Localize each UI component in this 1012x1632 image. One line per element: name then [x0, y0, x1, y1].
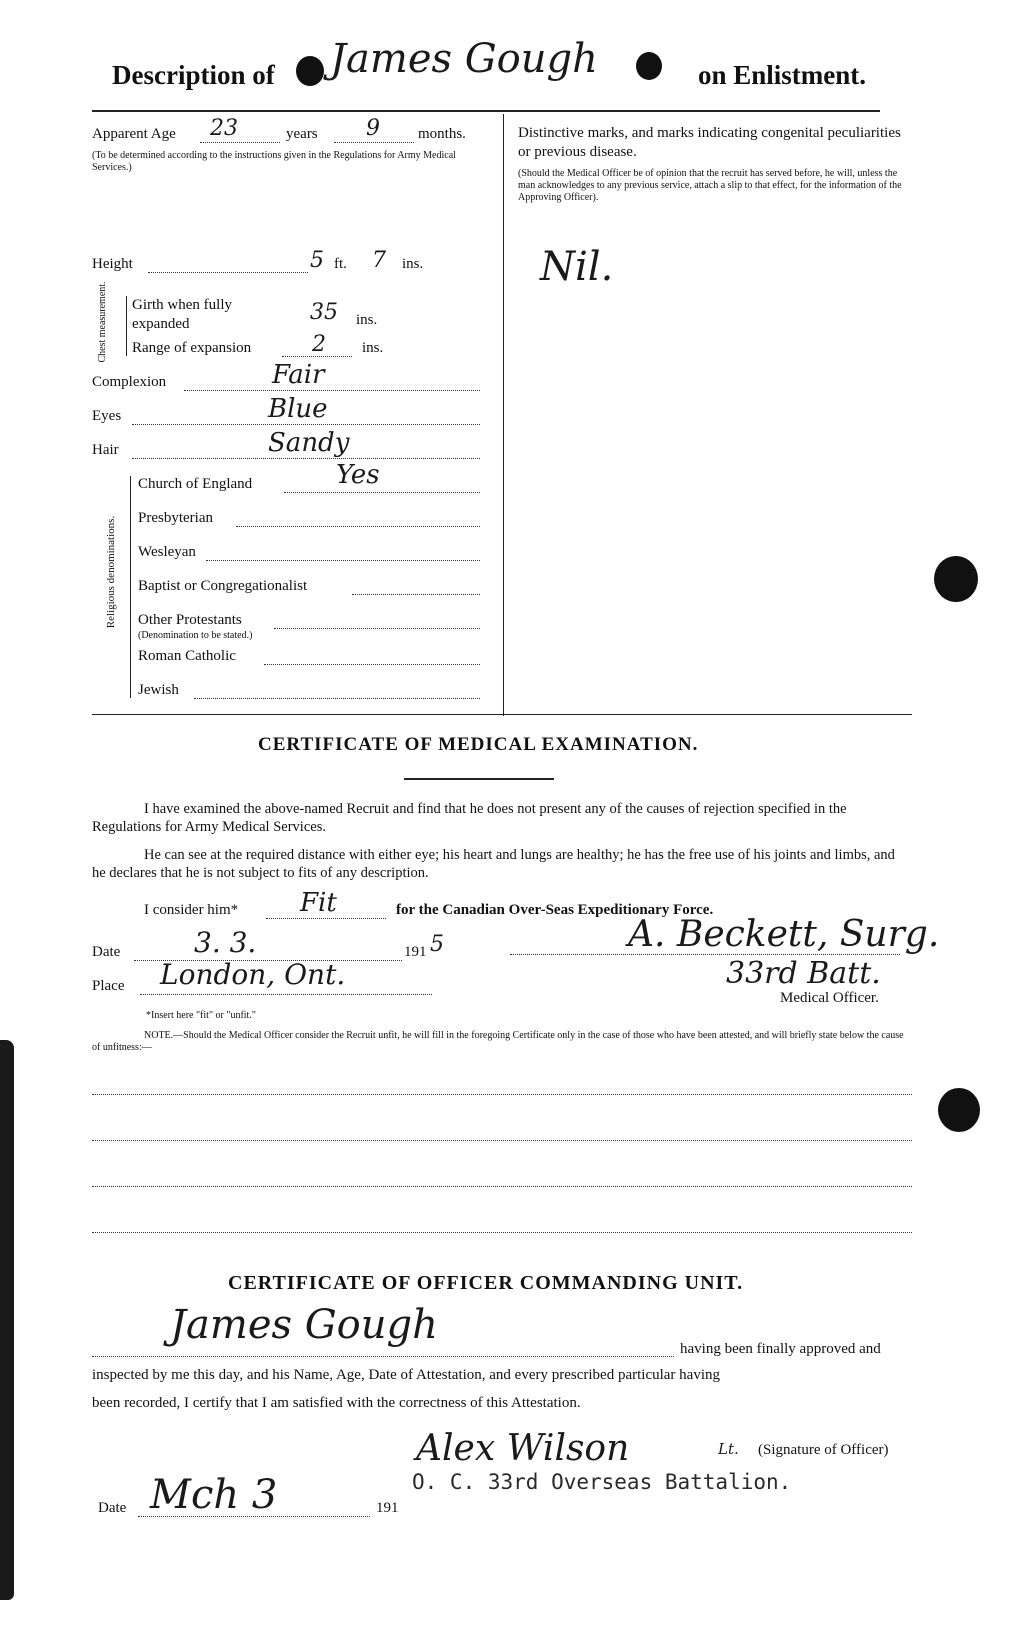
- header-underline: [92, 110, 880, 112]
- hair-label: Hair: [92, 442, 119, 458]
- commanding-text-3: been recorded, I certify that I am satisfied with the correctness of this Attestation.: [92, 1395, 581, 1411]
- medical-year-prefix: 191: [404, 944, 427, 960]
- medical-date-label: Date: [92, 944, 121, 960]
- complexion-label: Complexion: [92, 374, 167, 390]
- unfitness-line: [92, 1140, 912, 1141]
- medical-title: CERTIFICATE OF MEDICAL EXAMINATION.: [258, 734, 699, 755]
- medical-date-value: 3. 3.: [194, 926, 257, 959]
- height-feet-value: 5: [310, 248, 324, 273]
- chest-girth-label: Girth when fully expanded: [132, 297, 232, 332]
- commanding-text-1: having been finally approved and: [680, 1341, 881, 1357]
- age-years-value: 23: [210, 116, 238, 141]
- age-years-unit: years: [286, 126, 318, 142]
- marks-value: Nil.: [540, 244, 614, 290]
- battalion-stamp: O. C. 33rd Overseas Battalion.: [412, 1470, 792, 1494]
- consider-value: Fit: [300, 888, 337, 918]
- medical-officer-signature: A. Beckett, Surg.: [628, 914, 940, 955]
- hair-value: Sandy: [268, 428, 350, 458]
- officer-signature-label: (Signature of Officer): [758, 1442, 889, 1458]
- age-months-unit: months.: [418, 126, 466, 142]
- medical-note: NOTE.—Should the Medical Officer consider the Recruit unfit, he will fill in the foregoing Certificate only in the case of those who have been attested, and will briefly state below the cause of unfitness:—: [92, 1030, 904, 1053]
- chest-girth-unit: ins.: [356, 312, 378, 328]
- marks-heading: Distinctive marks, and marks indicating congenital peculiarities or previous disease.: [518, 125, 901, 160]
- punch-hole: [938, 1088, 980, 1132]
- medical-year-digit: 5: [430, 932, 444, 957]
- marks-note: (Should the Medical Officer be of opinion that the recruit has served before, he will, unless the man acknowledges to any previous service, attach a slip to that effect, for the information of the Approving Officer).: [518, 168, 902, 203]
- age-months-value: 9: [366, 116, 380, 141]
- height-feet-unit: ft.: [334, 256, 347, 272]
- religion-roman-catholic: Roman Catholic: [138, 648, 236, 664]
- religion-jewish: Jewish: [138, 682, 179, 698]
- religion-other-protestants: Other Protestants: [138, 612, 242, 628]
- medical-paragraph-2: He can see at the required distance with either eye; his heart and lungs are healthy; he has the free use of his joints and limbs, and he declares that he is not subject to fits of any description.: [92, 847, 895, 881]
- ink-blot: [636, 52, 662, 80]
- unfitness-line: [92, 1094, 912, 1095]
- religion-baptist: Baptist or Congregationalist: [138, 578, 308, 594]
- consider-suffix: for the Canadian Over-Seas Expeditionary Force.: [396, 902, 714, 918]
- commanding-officer-rank: Lt.: [718, 1440, 739, 1458]
- commanding-text-2: inspected by me this day, and his Name, Age, Date of Attestation, and every prescribed particular having: [92, 1367, 721, 1383]
- section-divider: [92, 714, 912, 715]
- unfitness-line: [92, 1186, 912, 1187]
- chest-girth-value: 35: [310, 300, 338, 325]
- commanding-date-value: Mch 3: [150, 1472, 278, 1518]
- height-inches-value: 7: [372, 248, 386, 273]
- religion-presbyterian: Presbyterian: [138, 510, 213, 526]
- unfitness-line: [92, 1232, 912, 1233]
- eyes-value: Blue: [268, 394, 328, 424]
- commanding-year-prefix: 191: [376, 1500, 399, 1516]
- medical-place-value: London, Ont.: [160, 958, 346, 991]
- torn-edge: [0, 1040, 14, 1600]
- medical-officer-label: Medical Officer.: [780, 990, 879, 1006]
- header-prefix: Description of: [112, 60, 275, 90]
- chest-range-value: 2: [312, 332, 326, 357]
- age-note: (To be determined according to the instructions given in the Regulations for Army Medical Services.): [92, 150, 456, 173]
- height-inches-unit: ins.: [402, 256, 424, 272]
- header-suffix: on Enlistment.: [698, 60, 867, 90]
- medical-officer-unit: 33rd Batt.: [726, 956, 881, 991]
- recruit-signature: James Gough: [170, 1302, 438, 1348]
- commanding-title: CERTIFICATE OF OFFICER COMMANDING UNIT.: [228, 1272, 744, 1294]
- consider-label: I consider him*: [144, 902, 239, 918]
- column-divider: [503, 114, 504, 716]
- religion-side-label: Religious denominations.: [105, 515, 117, 629]
- eyes-label: Eyes: [92, 408, 122, 424]
- complexion-value: Fair: [272, 360, 325, 390]
- chest-side-label: Chest measurement.: [97, 281, 108, 363]
- height-label: Height: [92, 256, 133, 272]
- age-label: Apparent Age: [92, 126, 176, 142]
- ink-blot: [296, 56, 324, 86]
- religion-church-value: Yes: [336, 460, 380, 490]
- punch-hole: [934, 556, 978, 602]
- chest-range-unit: ins.: [362, 340, 384, 356]
- commanding-date-label: Date: [98, 1500, 127, 1516]
- chest-range-label: Range of expansion: [132, 340, 252, 356]
- medical-place-label: Place: [92, 978, 125, 994]
- recruit-name: James Gough: [330, 36, 598, 82]
- religion-wesleyan: Wesleyan: [138, 544, 196, 560]
- religion-church-of-england: Church of England: [138, 476, 253, 492]
- religion-other-note: (Denomination to be stated.): [138, 630, 253, 641]
- commanding-officer-signature: Alex Wilson: [416, 1428, 630, 1469]
- medical-footnote: *Insert here "fit" or "unfit.": [146, 1010, 256, 1021]
- medical-paragraph-1: I have examined the above-named Recruit and find that he does not present any of the causes of rejection specified in the Regulations for Army Medical Services.: [92, 801, 847, 835]
